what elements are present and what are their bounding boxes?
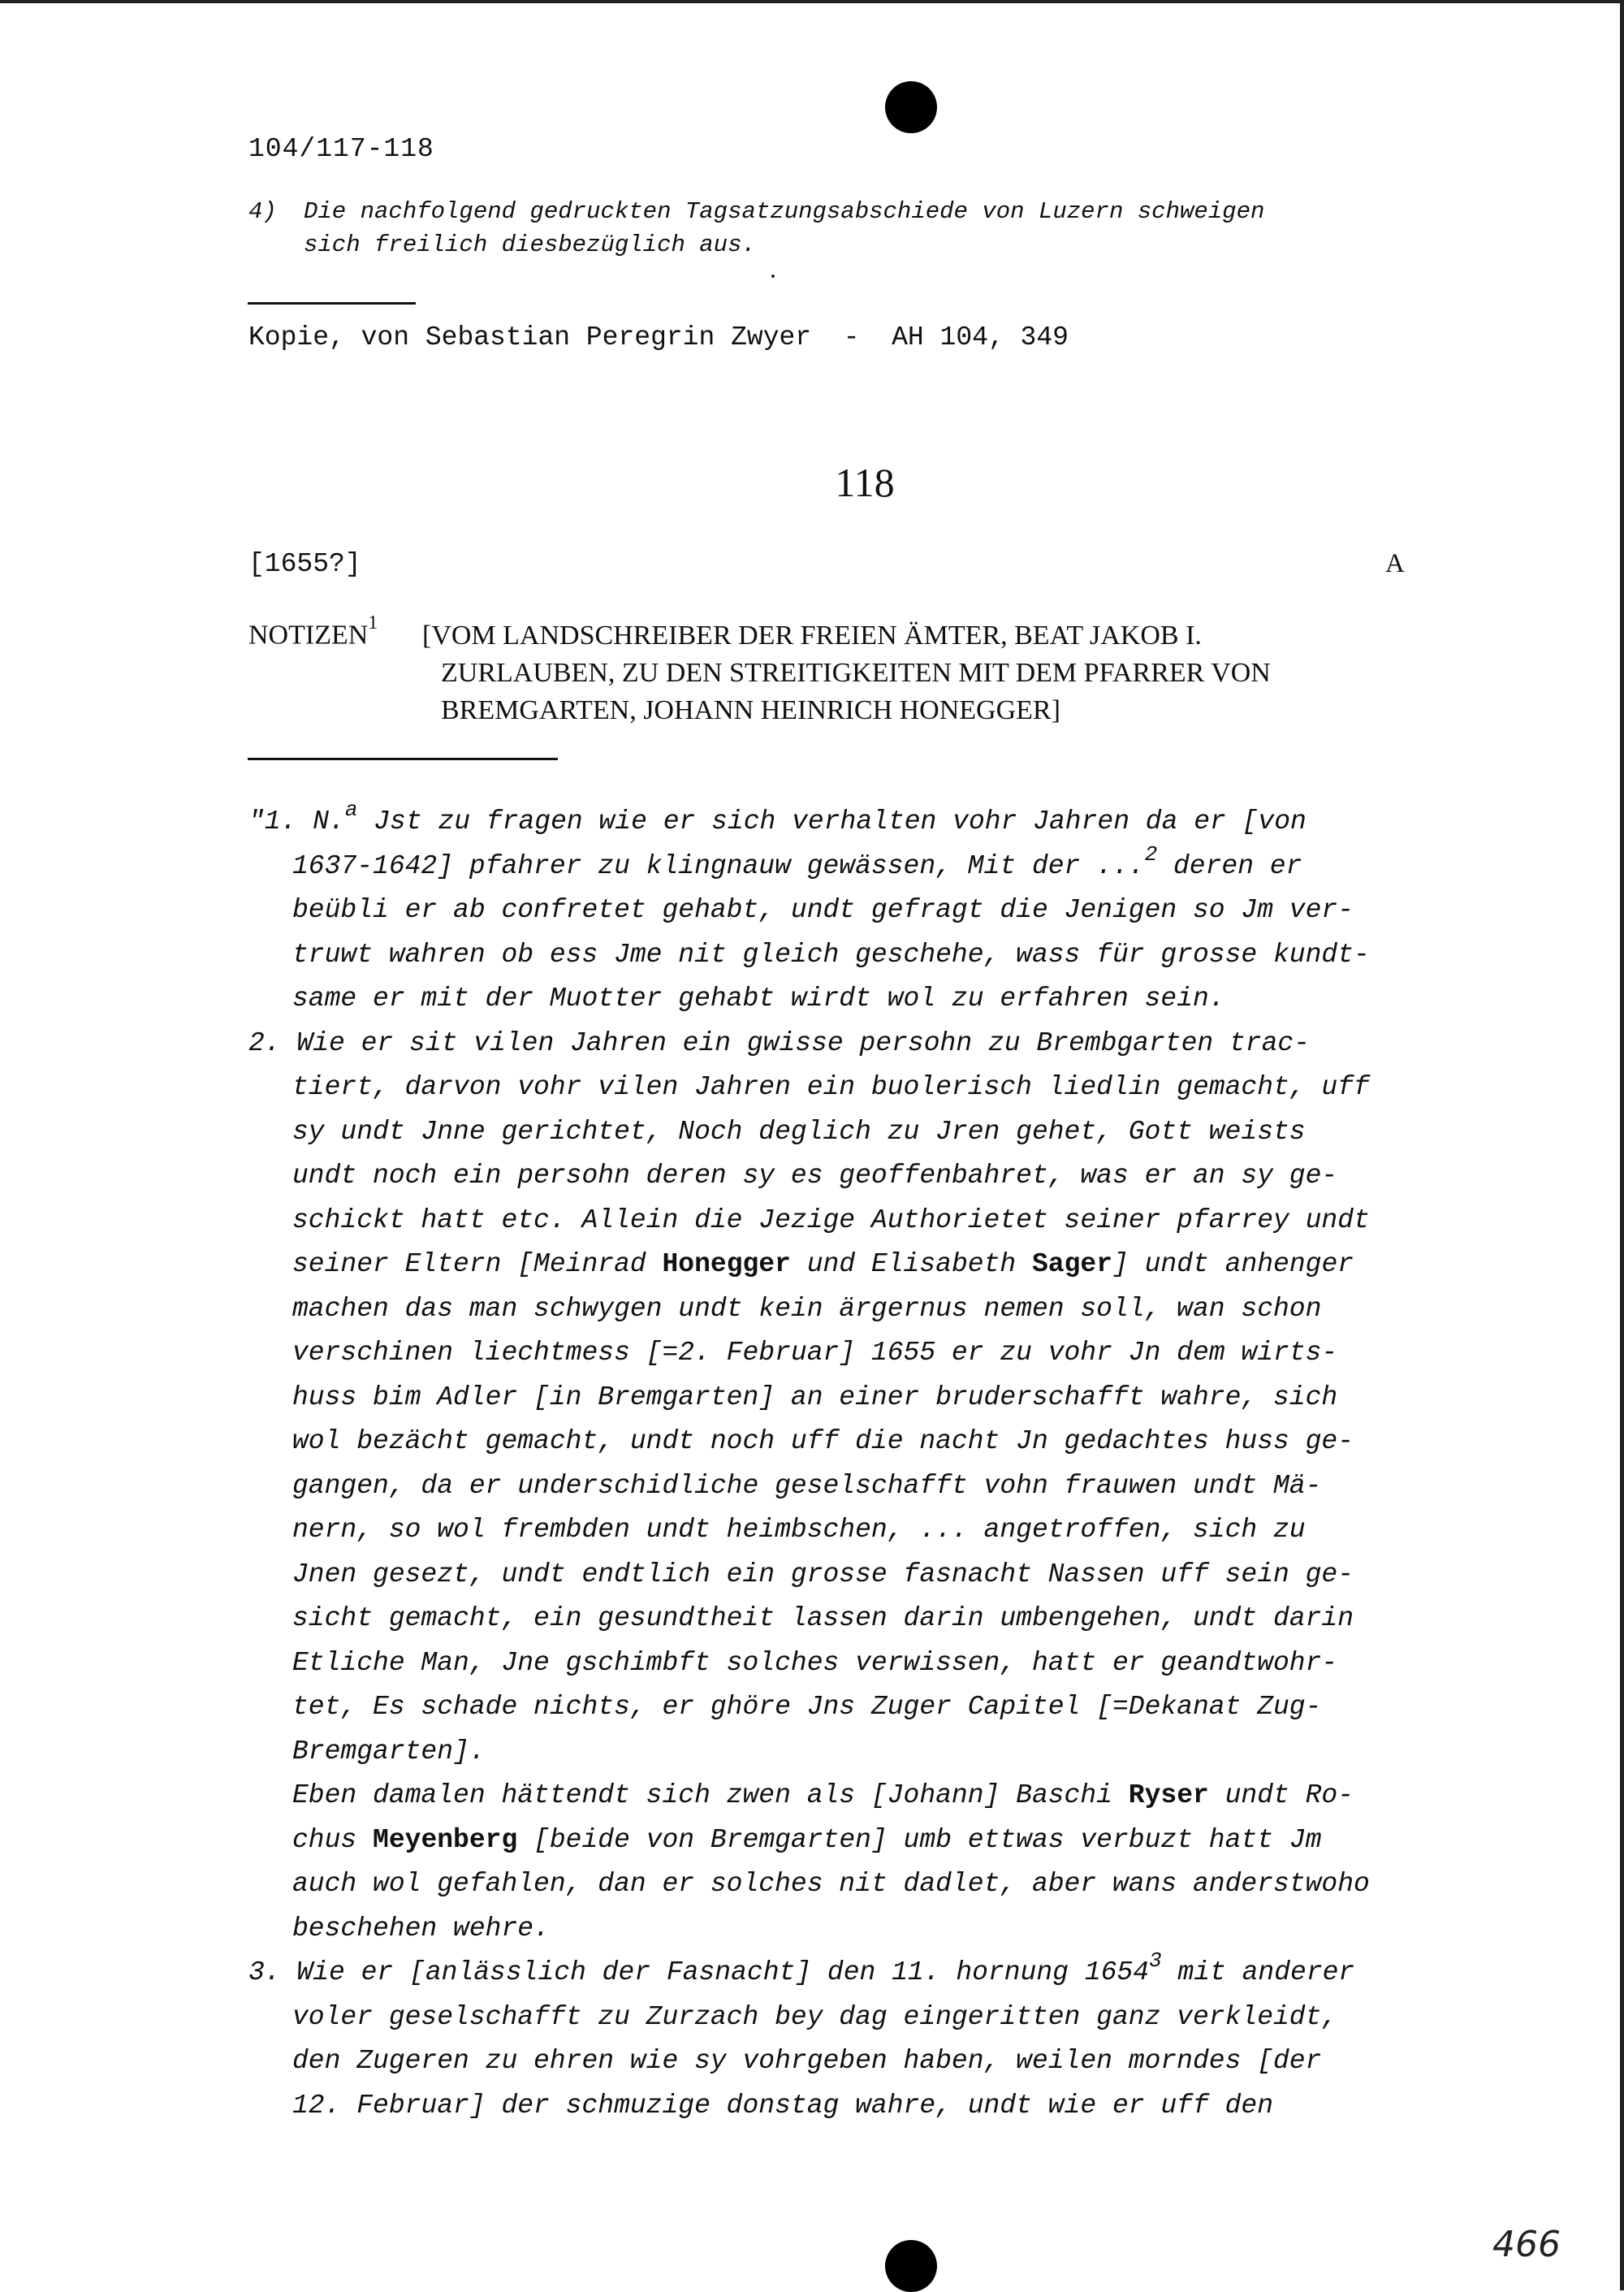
footnote-4 [248,195,1265,328]
text-line: nern, so wol frembden undt heimbschen, ... angetroffen, sich zu [292,1515,1306,1545]
title-line-3: BREMGARTEN, JOHANN HEINRICH HONEGGER] [441,695,1060,725]
person-name: Sager [1031,1249,1113,1279]
text-line: 3. Wie er [anlässlich der Fasnacht] den 11. hornung 1654$^3$ mit anderer [248,1948,1355,1987]
person-name: Ryser [1128,1780,1209,1810]
text-line: schickt hatt etc. Allein die Jezige Authorietet seiner pfarrey undt [292,1204,1370,1235]
text-line: machen das man schwygen undt kein ärgernus nemen soll, wan schon [292,1293,1322,1324]
title-line-1: [VOM LANDSCHREIBER DER FREIEN ÄMTER, BEAT JAKOB I. [422,621,1202,651]
footnote-line-1: Die nachfolgend gedruckten Tagsatzungsabschiede von Luzern schweigen [304,198,1265,225]
speck [771,275,775,278]
person-name: Meyenberg [373,1824,518,1855]
source-line: Kopie, von Sebastian Peregrin Zwyer - AH 104, 349 [248,322,1069,352]
scan-edge-right [1620,0,1624,2290]
document-number: 118 [835,460,895,505]
text-line: 12. Februar] der schmuzige donstag wahre, undt wie er uff den [292,2090,1273,2121]
text-line: wol bezächt gemacht, undt noch uff die nacht Jn gedachtes huss ge- [292,1426,1354,1456]
text-line: chus Meyenberg [beide von Bremgarten] umb ettwas verbuzt hatt Jm [292,1824,1322,1855]
document-date: [1655?] [248,549,361,579]
text-line: "1. N.$^a$ Jst zu fragen wie er sich verhalten vohr Jahren da er [von [248,798,1307,837]
text-line: undt noch ein persohn deren sy es geoffenbahret, was er an sy ge- [292,1161,1338,1191]
text-line: seiner Eltern [Meinrad Honegger und Elisabeth Sager] undt anhenger [292,1249,1354,1279]
footnote-line-2: sich freilich diesbezüglich aus. [304,231,756,258]
text-line: huss bim Adler [in Bremgarten] an einer bruderschafft wahre, sich [292,1382,1338,1412]
text-line: sicht gemacht, ein gesundtheit lassen darin umbengehen, undt darin [292,1603,1354,1633]
text-line: same er mit der Muotter gehabt wirdt wol zu erfahren sein. [292,984,1225,1014]
document-title-lead: NOTIZEN$^1$ [248,612,378,651]
title-line-2: ZURLAUBEN, ZU DEN STREITIGKEITEN MIT DEM PFARRER VON [441,658,1271,688]
text-line: 2. Wie er sit vilen Jahren ein gwisse persohn zu Brembgarten trac- [248,1027,1311,1058]
text-line: sy undt Jnne gerichtet, Noch deglich zu Jren gehet, Gott weists [292,1116,1306,1147]
text-line: Eben damalen hättendt sich zwen als [Johann] Baschi Ryser undt Ro- [292,1780,1354,1810]
punch-hole-top [885,81,937,133]
footnote-number: 4) [248,198,277,225]
text-line: auch wol gefahlen, dan er solches nit dadlet, aber wans anderstwoho [292,1869,1370,1899]
text-line: Jnen gesezt, undt endtlich ein grosse fasnacht Nassen uff sein ge- [292,1559,1354,1589]
title-divider [248,758,558,760]
footnote-divider [248,302,416,305]
text-line: tet, Es schade nichts, er ghöre Jns Zuger Capitel [=Dekanat Zug- [292,1692,1322,1722]
text-line: Etliche Man, Jne gschimbft solches verwissen, hatt er geandtwohr- [292,1647,1338,1678]
person-name: Honegger [662,1249,791,1279]
footnote-text [304,195,1264,262]
archive-reference: 104/117-118 [248,134,434,164]
text-line: verschinen liechtmess [=2. Februar] 1655 er zu vohr Jn dem wirts- [292,1338,1338,1368]
text-line: gangen, da er underschidliche geselschafft vohn frauwen undt Mä- [292,1470,1322,1501]
text-line: beübli er ab confretet gehabt, undt gefragt die Jenigen so Jm ver- [292,895,1354,925]
title-footnote-marker: 1 [368,612,378,634]
document-title [422,617,1478,729]
text-line: 1637-1642] pfahrer zu klingnauw gewässen, Mit der ...$^2$ deren er [292,841,1302,881]
text-line: voler geselschafft zu Zurzach bey dag eingeritten ganz verkleidt, [292,2001,1338,2032]
text-line: beschehen wehre. [292,1913,550,1944]
scan-edge-top [0,0,1624,3]
text-line: truwt wahren ob ess Jme nit gleich geschehe, wass für grosse kundt- [292,939,1370,970]
text-line: den Zugeren zu ehren wie sy vohrgeben haben, weilen morndes [der [292,2046,1322,2076]
text-line: tiert, darvon vohr vilen Jahren ein buolerisch liedlin gemacht, uff [292,1072,1370,1102]
punch-hole-bottom [885,2240,937,2292]
handwritten-page-number: 466 [1492,2224,1561,2265]
transcription-body [248,800,1515,2128]
document-letter: A [1385,549,1405,578]
text-line: Bremgarten]. [292,1736,486,1767]
